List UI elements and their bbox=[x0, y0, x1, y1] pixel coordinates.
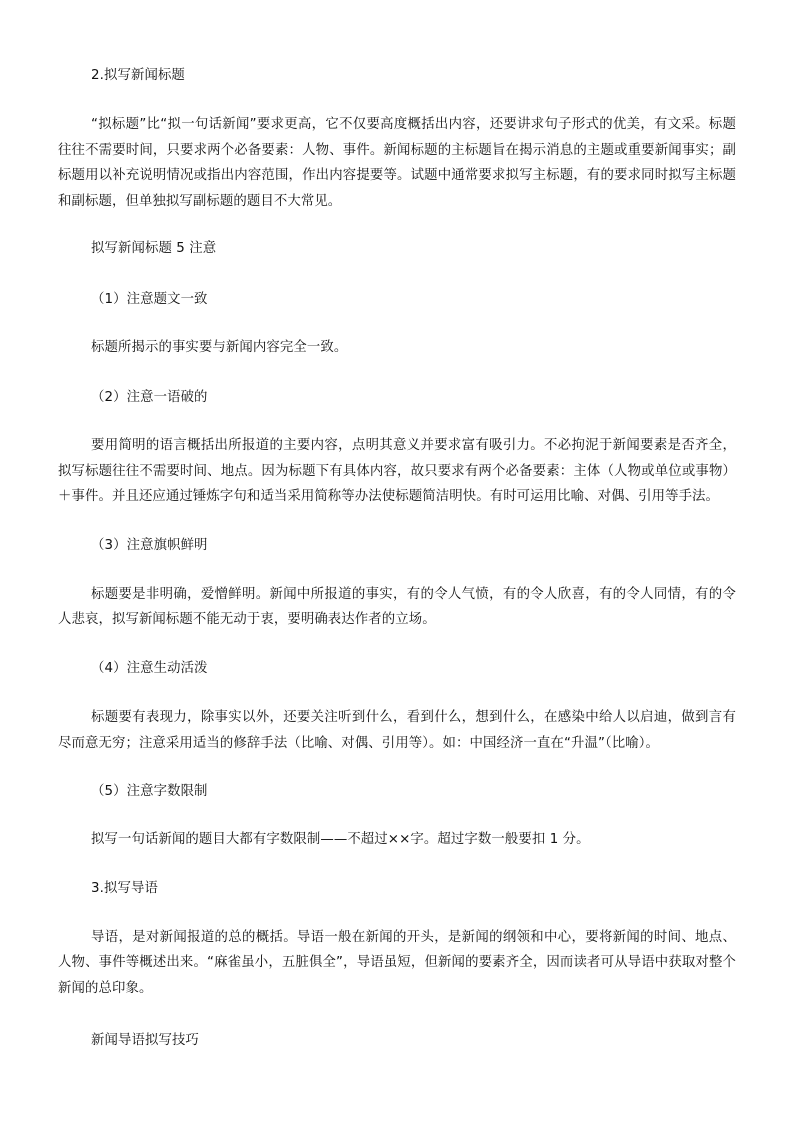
paragraph-lead: 导语，是对新闻报道的总的概括。导语一般在新闻的开头，是新闻的纲领和中心，要将新闻的时间、地点、人物、事件等概述出来。“麻雀虽小，五脏俱全”，导语虽短，但新闻的要素齐全，因而读者可从导语中获取对整个新闻的总印象。 bbox=[58, 929, 736, 996]
note-paragraph-4: 标题要有表现力，除事实以外，还要关注听到什么，看到什么，想到什么，在感染中给人以启迪，做到言有尽而意无穷；注意采用适当的修辞手法（比喻、对偶、引用等）。如：中国经济一直在“升温”（比喻）。 bbox=[58, 709, 736, 751]
section-heading-news-title: 2.拟写新闻标题 bbox=[91, 68, 185, 83]
note-heading-3: （3）注意旗帜鲜明 bbox=[91, 537, 208, 553]
note-paragraph-1: 标题所揭示的事实要与新闻内容完全一致。 bbox=[91, 340, 348, 356]
paragraph-intro: “拟标题”比“拟一句话新闻”要求更高，它不仅要高度概括出内容，还要讲求句子形式的优美，有文采。标题往往不需要时间，只要求两个必备要素：人物、事件。新闻标题的主标题旨在揭示消息的主题或重要新闻事实；副标题用以补充说明情况或指出内容范围，作出内容提要等。试题中通常要求拟写主标题，有的要求同时拟写主标题和副标题，但单独拟写副标题的题目不大常见。 bbox=[58, 117, 736, 209]
section-heading-lead: 3.拟写导语 bbox=[91, 880, 158, 896]
note-paragraph-3: 标题要是非明确，爱憎鲜明。新闻中所报道的事实，有的令人气愤，有的令人欣喜，有的令人同情，有的令人悲哀，拟写新闻标题不能无动于衷，要明确表达作者的立场。 bbox=[58, 586, 736, 628]
note-paragraph-2: 要用简明的语言概括出所报道的主要内容，点明其意义并要求富有吸引力。不必拘泥于新闻要素是否齐全，拟写标题往往不需要时间、地点。因为标题下有具体内容，故只要求有两个必备要素：主体（人物或单位或事物）＋事件。并且还应通过锤炼字句和适当采用简称等办法使标题简洁明快。有时可运用比喻、对偶、引用等手法。 bbox=[58, 437, 736, 505]
note-heading-4: （4）注意生动活泼 bbox=[91, 660, 208, 676]
section-heading-five-notes: 拟写新闻标题 5 注意 bbox=[91, 241, 217, 257]
note-heading-5: （5）注意字数限制 bbox=[91, 784, 208, 800]
note-heading-2: （2）注意一语破的 bbox=[91, 389, 208, 405]
note-heading-1: （1）注意题文一致 bbox=[91, 292, 208, 308]
section-heading-lead-tips: 新闻导语拟写技巧 bbox=[91, 1032, 199, 1048]
note-paragraph-5: 拟写一句话新闻的题目大都有字数限制——不超过××字。超过字数一般要扣 1 分。 bbox=[91, 832, 590, 848]
